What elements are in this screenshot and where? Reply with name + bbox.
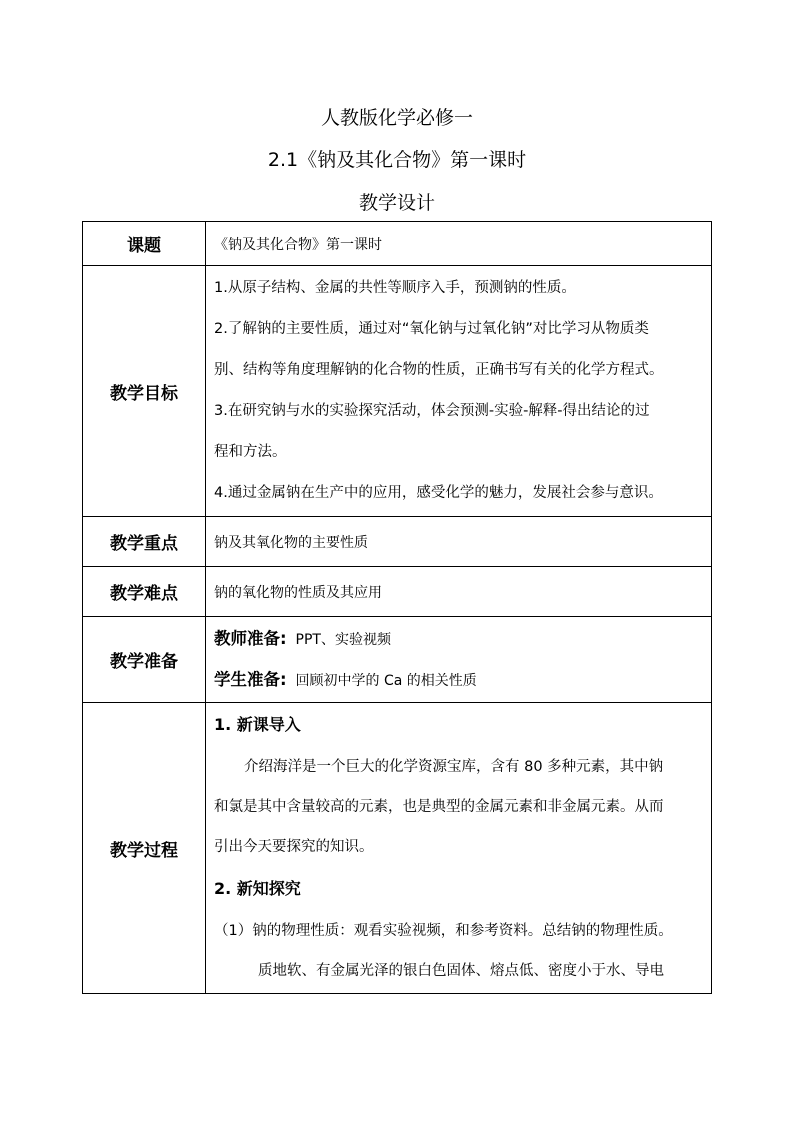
topic-row — [83, 222, 712, 266]
explore-line: （1）钠的物理性质：观看实验视频，和参考资料。总结钠的物理性质。 — [214, 923, 673, 939]
difficulties-label: 教学难点 — [83, 567, 206, 617]
objectives-row — [83, 266, 712, 517]
teacher-preparation: 教师准备: PPT、实验视频 — [214, 628, 391, 648]
teacher-preparation-label: 教师准备 — [214, 628, 280, 648]
student-preparation: 学生准备: 回顾初中学的 Ca 的相关性质 — [214, 669, 477, 689]
process-row — [83, 703, 712, 994]
topic-label: 课题 — [83, 222, 206, 266]
process-label: 教学过程 — [83, 703, 206, 994]
key-points-label: 教学重点 — [83, 517, 206, 567]
difficulties-value: 钠的氧化物的性质及其应用 — [206, 567, 712, 617]
objective-line: 1.从原子结构、金属的共性等顺序入手，预测钠的性质。 — [214, 280, 576, 296]
preparation-content — [206, 617, 712, 703]
objectives-label: 教学目标 — [83, 266, 206, 517]
document-title-line3: 教学设计 — [358, 192, 435, 214]
objective-line: 别、结构等角度理解钠的化合物的性质，正确书写有关的化学方程式。 — [214, 362, 664, 378]
objective-line: 程和方法。 — [214, 444, 287, 460]
preparation-label: 教学准备 — [83, 617, 206, 703]
lesson-plan-table — [82, 221, 712, 994]
student-preparation-value: 回顾初中学的 Ca 的相关性质 — [295, 672, 477, 689]
explore-line: 质地软、有金属光泽的银白色固体、熔点低、密度小于水、导电 — [258, 963, 664, 979]
objective-line: 2.了解钠的主要性质，通过对“氧化钠与过氧化钠”对比学习从物质类 — [214, 321, 649, 337]
topic-value: 《钠及其化合物》第一课时 — [206, 222, 712, 266]
process-content — [206, 703, 712, 994]
preparation-row — [83, 617, 712, 703]
section-title-explore: 2. 新知探究 — [214, 879, 301, 898]
intro-paragraph-line: 介绍海洋是一个巨大的化学资源宝库，含有 80 多种元素，其中钠 — [244, 759, 664, 775]
key-points-row — [83, 517, 712, 567]
objective-line: 3.在研究钠与水的实验探究活动，体会预测-实验-解释-得出结论的过 — [214, 403, 650, 419]
teacher-preparation-value: PPT、实验视频 — [295, 631, 391, 648]
intro-paragraph-line: 和氯是其中含量较高的元素，也是典型的金属元素和非金属元素。从而 — [214, 799, 664, 815]
student-preparation-label: 学生准备 — [214, 669, 280, 689]
document-title-line1: 人教版化学必修一 — [320, 107, 473, 129]
document-title-line2: 2.1《钠及其化合物》第一课时 — [267, 149, 527, 171]
objectives-content — [206, 266, 712, 517]
key-points-value: 钠及其氧化物的主要性质 — [206, 517, 712, 567]
difficulties-row — [83, 567, 712, 617]
intro-paragraph-line: 引出今天要探究的知识。 — [214, 839, 374, 855]
section-title-intro: 1. 新课导入 — [214, 715, 301, 734]
objective-line: 4.通过金属钠在生产中的应用，感受化学的魅力，发展社会参与意识。 — [214, 485, 663, 501]
